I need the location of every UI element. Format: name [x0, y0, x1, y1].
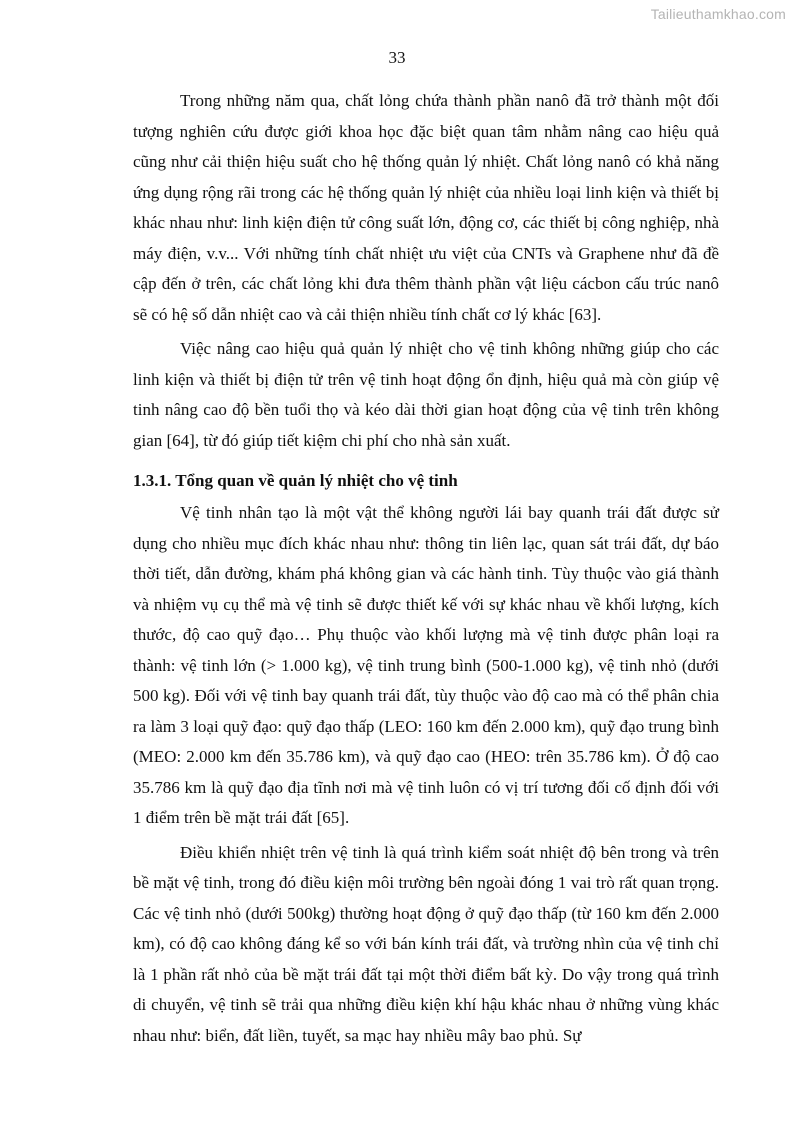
paragraph-thermal-control: Điều khiển nhiệt trên vệ tinh là quá trình kiểm soát nhiệt độ bên trong và trên bề mặt vệ tinh, trong đó điều kiện môi trường bên ngoài đóng 1 vai trò rất quan trọng. Các vệ tinh nhỏ (dưới 500kg) thường hoạt động ở quỹ đạo thấp (từ 160 km đến 2.000 km), có độ cao không đáng kể so với bán kính trái đất, và trường nhìn của vệ tinh chỉ là 1 phần rất nhỏ của bề mặt trái đất tại một thời điểm bất kỳ. Do vậy trong quá trình di chuyển, vệ tinh sẽ trải qua những điều kiện khí hậu khác nhau ở những vùng khác nhau như: biển, đất liền, tuyết, sa mạc hay nhiều mây bao phủ. Sự	[133, 842, 719, 1045]
paragraph-nanofluid-intro: Trong những năm qua, chất lỏng chứa thành phần nanô đã trở thành một đối tượng nghiên cứu được giới khoa học đặc biệt quan tâm nhằm nâng cao hiệu quả cũng như cải thiện hiệu suất cho hệ thống quản lý nhiệt. Chất lỏng nanô có khả năng ứng dụng rộng rãi trong các hệ thống quản lý nhiệt của nhiều loại linh kiện và thiết bị khác nhau như: linh kiện điện tử công suất lớn, động cơ, các thiết bị công nghiệp, nhà máy điện, v.v... Với những tính chất nhiệt ưu việt của CNTs và Graphene như đã đề cập đến ở trên, các chất lỏng khi đưa thêm thành phần vật liệu cácbon cấu trúc nanô sẽ có hệ số dẫn nhiệt cao và cải thiện nhiều tính chất cơ lý khác [63].	[133, 91, 719, 324]
document-body	[133, 86, 719, 1051]
page-number: 33	[388, 48, 406, 67]
paragraph-satellite-overview: Vệ tinh nhân tạo là một vật thể không người lái bay quanh trái đất được sử dụng cho nhiều mục đích khác nhau như: thông tin liên lạc, quan sát trái đất, dự báo thời tiết, dẫn đường, khám phá không gian và các hành tinh. Tùy thuộc vào giá thành và nhiệm vụ cụ thể mà vệ tinh sẽ được thiết kế với sự khác nhau về khối lượng, kích thước, độ cao quỹ đạo… Phụ thuộc vào khối lượng mà vệ tinh được phân loại ra thành: vệ tinh lớn (> 1.000 kg), vệ tinh trung bình (500-1.000 kg), vệ tinh nhỏ (dưới 500 kg). Đối với vệ tinh bay quanh trái đất, tùy thuộc vào độ cao mà có thể phân chia ra làm 3 loại quỹ đạo: quỹ đạo thấp (LEO: 160 km đến 2.000 km), quỹ đạo trung bình (MEO: 2.000 km đến 35.786 km), và quỹ đạo cao (HEO: trên 35.786 km). Ở độ cao 35.786 km là quỹ đạo địa tĩnh nơi mà vệ tinh luôn có vị trí tương đối cố định đối với 1 điểm trên bề mặt trái đất [65].	[133, 503, 719, 827]
watermark: Tailieuthamkhao.com	[650, 6, 786, 22]
paragraph-satellite-efficiency: Việc nâng cao hiệu quả quản lý nhiệt cho vệ tinh không những giúp cho các linh kiện và thiết bị điện tử trên vệ tinh hoạt động ổn định, hiệu quả mà còn giúp vệ tinh nâng cao độ bền tuổi thọ và kéo dài thời gian hoạt động của vệ tinh trên không gian [64], từ đó giúp tiết kiệm chi phí cho nhà sản xuất.	[133, 339, 719, 450]
section-heading: 1.3.1. Tổng quan về quản lý nhiệt cho vệ tinh	[133, 471, 458, 490]
